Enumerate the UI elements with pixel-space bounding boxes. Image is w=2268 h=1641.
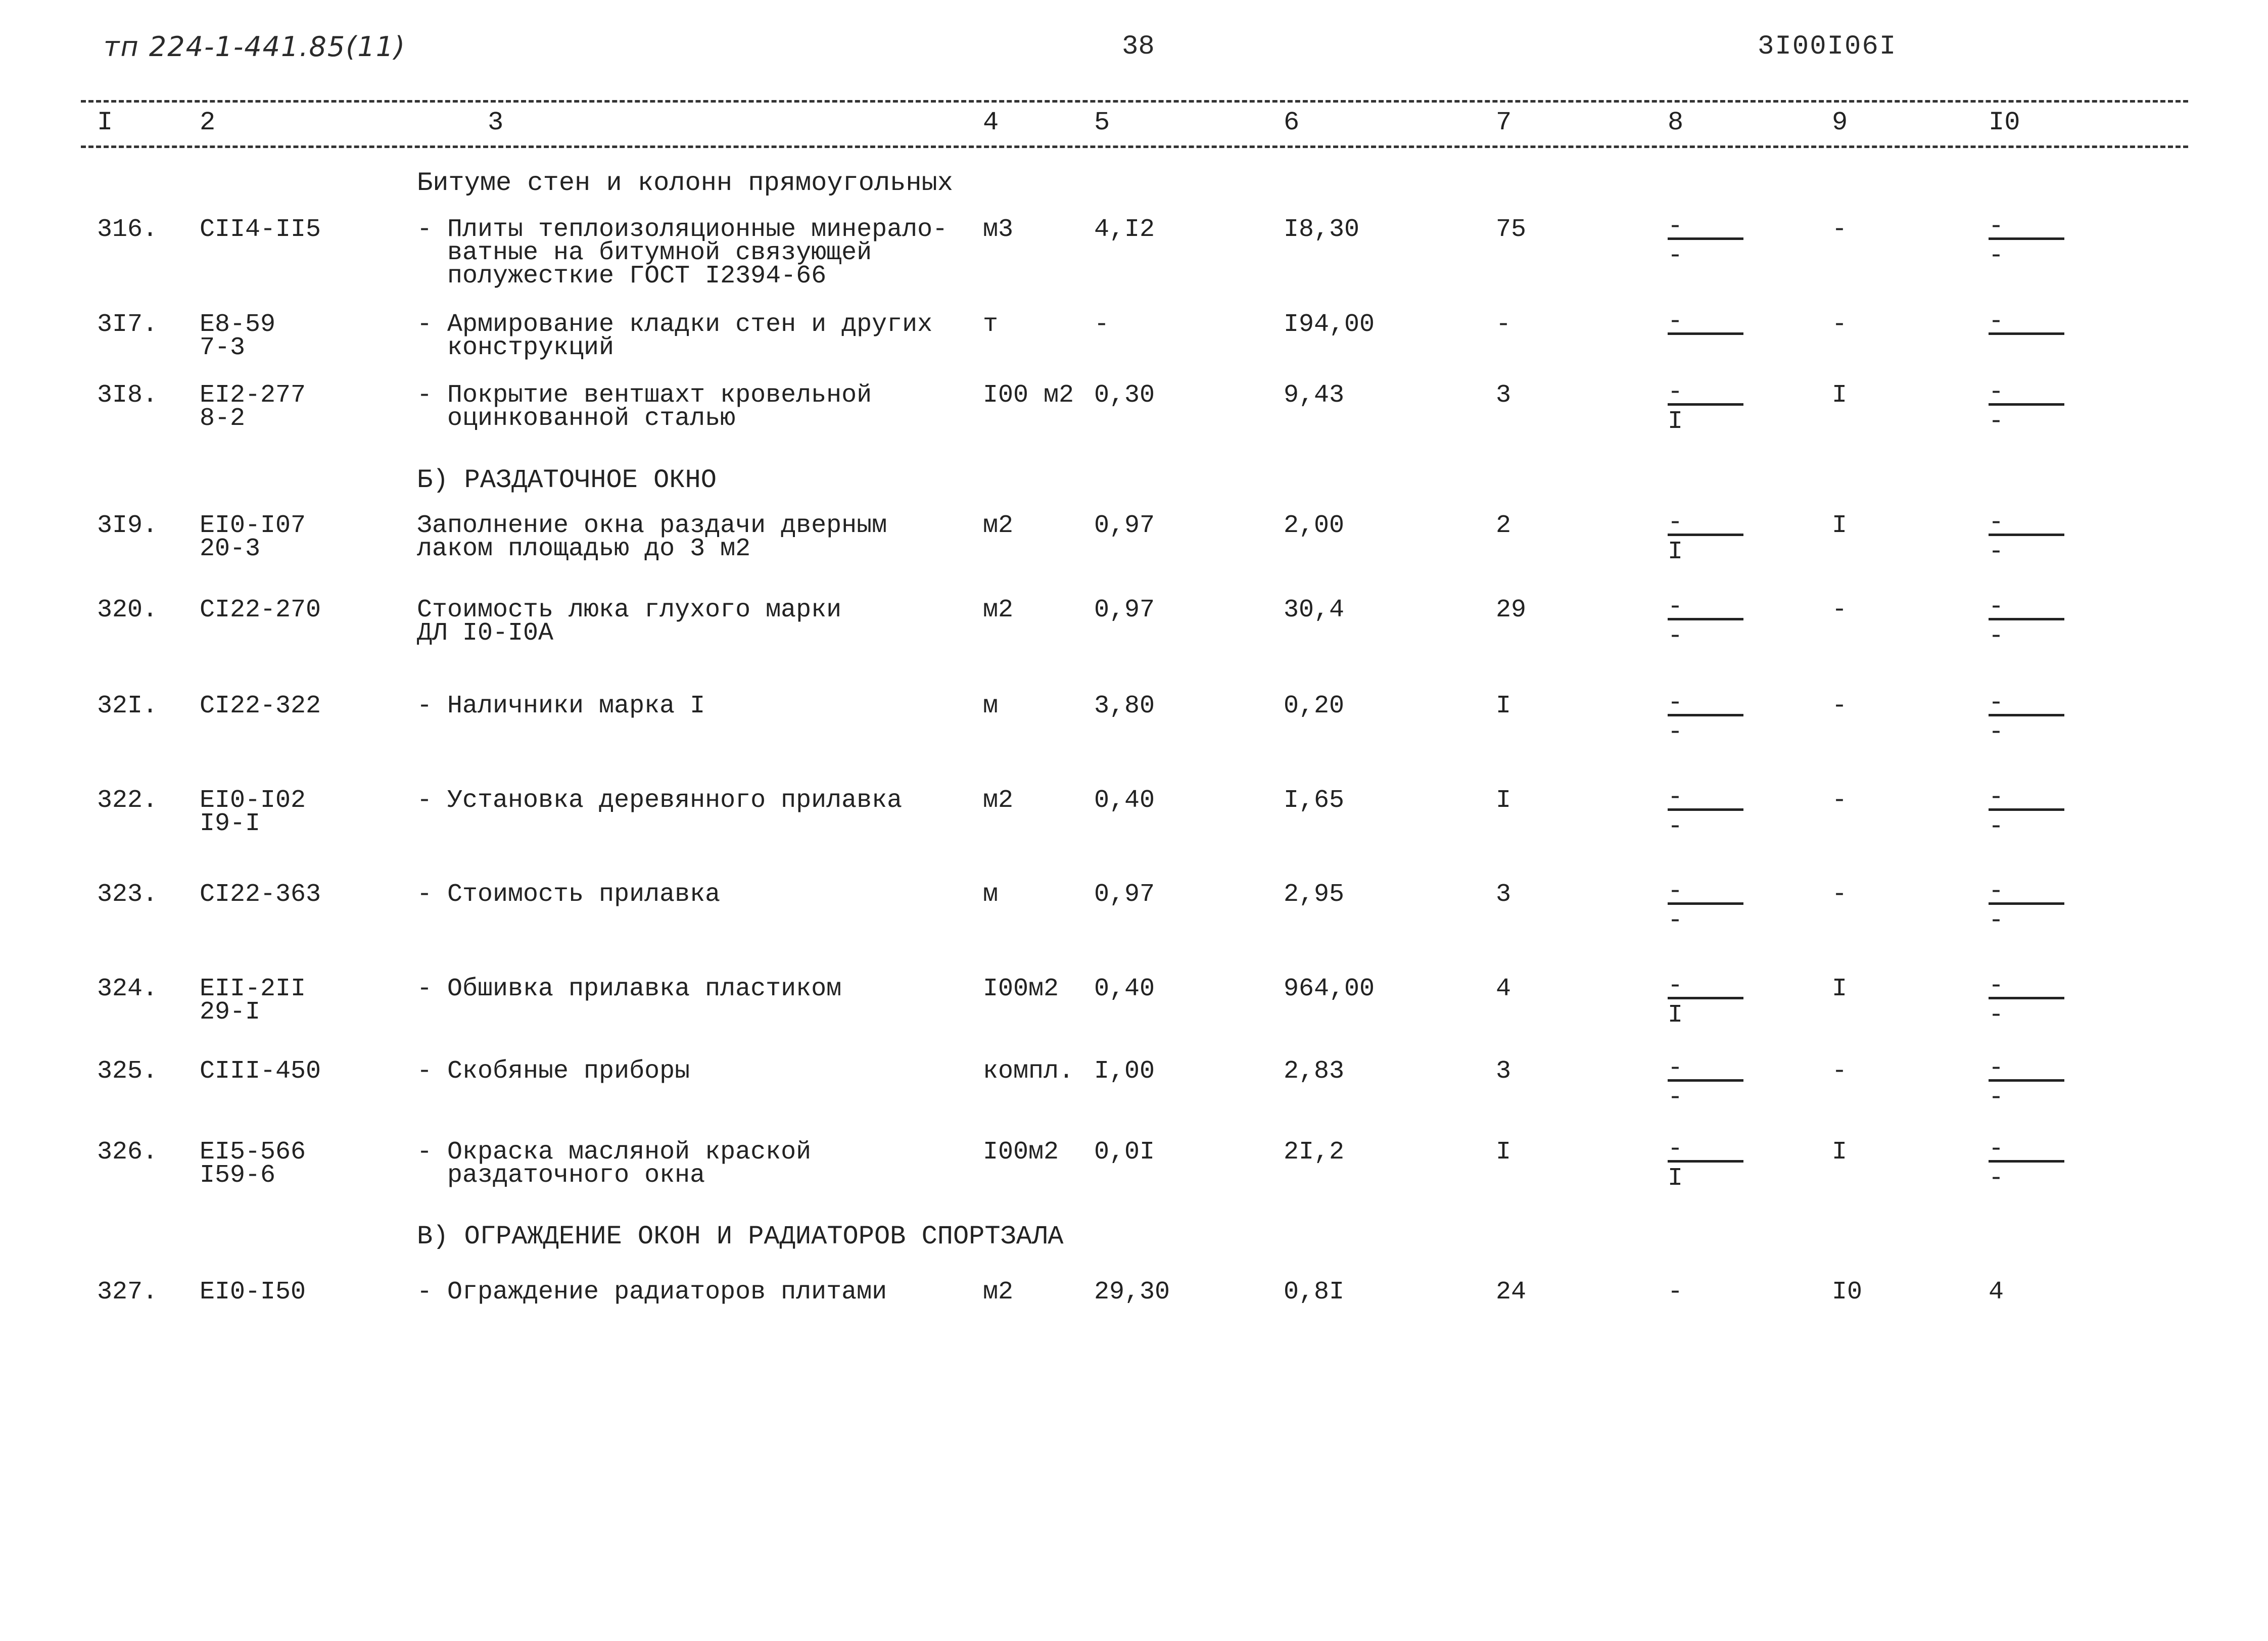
fraction-bottom: - (1668, 1083, 1683, 1112)
rate-code: CII4-II5 (200, 215, 321, 244)
unit-price: 0,20 (1284, 692, 1345, 720)
work-description: - Покрытие вентшахт кровельной оцинкованной сталью (417, 381, 872, 433)
column-7-value: 29 (1496, 596, 1527, 624)
column-8-fraction (1668, 1054, 1749, 1126)
column-9-value: - (1832, 692, 1848, 720)
fraction-bar (1989, 403, 2064, 406)
column-8-fraction (1668, 689, 1749, 760)
fraction-bottom: - (1989, 622, 2004, 651)
column-9-value: I (1832, 1138, 1848, 1167)
fraction-bar (1989, 237, 2064, 240)
page-number: 38 (1122, 31, 1155, 62)
fraction-top: - (1989, 783, 2004, 812)
fraction-bottom: - (1989, 906, 2004, 935)
unit-price: I8,30 (1284, 215, 1360, 244)
row-number: 324. (97, 975, 158, 1003)
column-number-4: 4 (983, 108, 999, 137)
column-number-7: 7 (1496, 108, 1512, 137)
fraction-bar (1668, 1079, 1743, 1082)
quantity: 4,I2 (1094, 215, 1155, 244)
fraction-bottom: - (1668, 242, 1683, 270)
quantity: 3,80 (1094, 692, 1155, 720)
row-number: 322. (97, 786, 158, 815)
column-7-value: - (1496, 310, 1511, 339)
rate-code: EI0-I07 20-3 (200, 511, 306, 563)
column-10-fraction (1989, 212, 2069, 284)
column-8-fraction (1668, 378, 1749, 450)
column-number-9: 9 (1832, 108, 1848, 137)
column-10-fraction (1989, 378, 2069, 450)
row-number: 316. (97, 215, 158, 244)
fraction-bottom: - (1668, 906, 1683, 935)
quantity: 0,0I (1094, 1138, 1155, 1167)
fraction-top: - (1668, 1054, 1683, 1083)
work-description: - Наличники марка I (417, 692, 705, 720)
section-heading-b: Б) РАЗДАТОЧНОЕ ОКНО (417, 465, 717, 495)
fraction-bottom: I (1668, 1001, 1683, 1030)
work-description: - Стоимость прилавка (417, 880, 721, 909)
fraction-bar (1668, 237, 1743, 240)
column-7-value: 2 (1496, 511, 1511, 540)
row-number: 327. (97, 1278, 158, 1307)
unit-price: 9,43 (1284, 381, 1345, 410)
rate-code: EI0-I02 I9-I (200, 786, 306, 838)
work-description: Стоимость люка глухого марки ДЛ I0-I0А (417, 596, 842, 648)
column-9-value: I (1832, 381, 1848, 410)
quantity: 0,97 (1094, 511, 1155, 540)
unit-price: 2,00 (1284, 511, 1345, 540)
unit-price: 30,4 (1284, 596, 1345, 624)
column-7-value: I (1496, 692, 1511, 720)
rate-code: EI2-277 8-2 (200, 381, 306, 433)
rate-code: EI5-566 I59-6 (200, 1138, 306, 1190)
unit-price: 964,00 (1284, 975, 1375, 1003)
fraction-bar (1668, 1160, 1743, 1163)
column-10-fraction (1989, 593, 2069, 664)
fraction-bar (1668, 808, 1743, 811)
fraction-bar (1989, 808, 2064, 811)
fraction-bar (1668, 403, 1743, 406)
fraction-bar (1989, 714, 2064, 716)
column-7-value: 3 (1496, 1057, 1511, 1086)
column-9-value: - (1832, 1057, 1848, 1086)
row-number: 326. (97, 1138, 158, 1167)
unit: м (983, 692, 999, 720)
column-8-fraction (1668, 212, 1749, 284)
fraction-top: - (1989, 972, 2004, 1000)
fraction-bar (1668, 618, 1743, 620)
column-number-10: I0 (1989, 108, 2020, 137)
column-9-value: - (1832, 786, 1848, 815)
section-heading-v: В) ОГРАЖДЕНИЕ ОКОН И РАДИАТОРОВ СПОРТЗАЛА (417, 1222, 1064, 1251)
fraction-bar (1989, 902, 2064, 905)
quantity: 0,97 (1094, 880, 1155, 909)
unit-price: 2,83 (1284, 1057, 1345, 1086)
unit: м2 (983, 1278, 1014, 1307)
quantity: - (1094, 310, 1110, 339)
fraction-bottom: - (1989, 1083, 2004, 1112)
column-9-value: I (1832, 975, 1848, 1003)
rate-code: CI22-322 (200, 692, 321, 720)
fraction-top: - (1668, 378, 1683, 407)
quantity: I,00 (1094, 1057, 1155, 1086)
fraction-bottom: I (1668, 1164, 1683, 1193)
column-7-value: 3 (1496, 381, 1511, 410)
work-description: - Установка деревянного прилавка (417, 786, 903, 815)
unit: т (983, 310, 999, 339)
column-10-fraction (1989, 307, 2069, 379)
fraction-bottom: - (1989, 538, 2004, 566)
column-10-fraction (1989, 877, 2069, 949)
work-description: - Окраска масляной краской раздаточного окна (417, 1138, 812, 1190)
fraction-top: - (1989, 508, 2004, 537)
column-8-fraction (1668, 508, 1749, 580)
column-7-value: I (1496, 786, 1511, 815)
unit: компл. (983, 1057, 1074, 1086)
fraction-top: - (1668, 783, 1683, 812)
unit: I00м2 (983, 1138, 1059, 1167)
column-10-fraction (1989, 508, 2069, 580)
row-number: 320. (97, 596, 158, 624)
column-10-fraction (1989, 689, 2069, 760)
unit-price: 2,95 (1284, 880, 1345, 909)
fraction-bar (1989, 1160, 2064, 1163)
fraction-bottom: - (1989, 718, 2004, 747)
fraction-top: - (1668, 877, 1683, 906)
work-description: Заполнение окна раздачи дверным лаком площадью до 3 м2 (417, 511, 887, 563)
work-description: - Обшивка прилавка пластиком (417, 975, 842, 1003)
fraction-bottom: - (1989, 1164, 2004, 1193)
column-number-6: 6 (1284, 108, 1300, 137)
fraction-bottom: - (1989, 812, 2004, 841)
row-number: 3I7. (97, 310, 158, 339)
column-7-value: 4 (1496, 975, 1511, 1003)
column-10-fraction (1989, 1054, 2069, 1126)
column-number-1: I (97, 108, 113, 137)
row-number: 32I. (97, 692, 158, 720)
section-heading-continuation: Битуме стен и колонн прямоугольных (417, 168, 953, 198)
fraction-bar (1668, 534, 1743, 536)
column-9-value: - (1832, 596, 1848, 624)
column-8-fraction (1668, 593, 1749, 664)
quantity: 0,97 (1094, 596, 1155, 624)
unit-price: I,65 (1284, 786, 1345, 815)
fraction-bar (1668, 714, 1743, 716)
unit: м2 (983, 786, 1014, 815)
unit: I00 м2 (983, 381, 1074, 410)
document-number: 3I00I06I (1758, 31, 1897, 62)
row-number: 3I9. (97, 511, 158, 540)
fraction-top: - (1668, 1135, 1683, 1164)
rate-code: CIII-450 (200, 1057, 321, 1086)
fraction-bottom: - (1668, 622, 1683, 651)
column-9-value: - (1832, 310, 1848, 339)
fraction-top: - (1989, 593, 2004, 621)
row-number: 3I8. (97, 381, 158, 410)
column-9-value: - (1832, 880, 1848, 909)
rate-code: EII-2II 29-I (200, 975, 306, 1027)
column-number-3: 3 (488, 108, 504, 137)
fraction-bottom: - (1668, 718, 1683, 747)
fraction-bar (1668, 332, 1743, 335)
rate-code: CI22-363 (200, 880, 321, 909)
rate-code: CI22-270 (200, 596, 321, 624)
quantity: 0,40 (1094, 975, 1155, 1003)
fraction-top: - (1989, 212, 2004, 241)
fraction-bottom: - (1668, 812, 1683, 841)
column-7-value: 24 (1496, 1278, 1527, 1307)
column-10-fraction (1989, 1135, 2069, 1206)
fraction-top: - (1989, 1054, 2004, 1083)
fraction-top: - (1989, 689, 2004, 717)
fraction-top: - (1668, 972, 1683, 1000)
fraction-top: - (1989, 307, 2004, 336)
fraction-bottom: - (1989, 242, 2004, 270)
column-9-value: I0 (1832, 1278, 1863, 1307)
fraction-bar (1989, 618, 2064, 620)
unit: м (983, 880, 999, 909)
fraction-bar (1668, 997, 1743, 999)
header-divider-bottom (81, 146, 2188, 148)
fraction-top: - (1989, 1135, 2004, 1164)
document-code: тп 224-1-441.85(11) (104, 31, 406, 63)
fraction-top: - (1668, 307, 1683, 336)
column-number-2: 2 (200, 108, 216, 137)
fraction-bottom: I (1668, 538, 1683, 566)
column-9-value: - (1832, 215, 1848, 244)
fraction-top: - (1668, 508, 1683, 537)
column-8-fraction (1668, 877, 1749, 949)
fraction-bar (1989, 332, 2064, 335)
column-8-fraction (1668, 972, 1749, 1043)
fraction-bottom: I (1668, 407, 1683, 436)
unit: I00м2 (983, 975, 1059, 1003)
fraction-top: - (1668, 593, 1683, 621)
unit: м2 (983, 596, 1014, 624)
column-10-fraction (1989, 972, 2069, 1043)
fraction-bottom: - (1989, 407, 2004, 436)
rate-code: EI0-I50 (200, 1278, 306, 1307)
work-description: - Армирование кладки стен и других конструкций (417, 310, 933, 362)
work-description: - Ограждение радиаторов плитами (417, 1278, 887, 1307)
quantity: 0,40 (1094, 786, 1155, 815)
column-7-value: 75 (1496, 215, 1527, 244)
unit-price: 2I,2 (1284, 1138, 1345, 1167)
column-8-fraction (1668, 1135, 1749, 1206)
fraction-bar (1989, 1079, 2064, 1082)
unit: м2 (983, 511, 1014, 540)
rate-code: E8-59 7-3 (200, 310, 276, 362)
unit-price: 0,8I (1284, 1278, 1345, 1307)
column-number-5: 5 (1094, 108, 1110, 137)
unit: м3 (983, 215, 1014, 244)
fraction-bar (1989, 997, 2064, 999)
unit-price: I94,00 (1284, 310, 1375, 339)
column-8-fraction (1668, 783, 1749, 855)
column-9-value: I (1832, 511, 1848, 540)
fraction-bar (1668, 902, 1743, 905)
fraction-top: - (1668, 212, 1683, 241)
column-10-value: 4 (1989, 1278, 2004, 1307)
fraction-top: - (1989, 378, 2004, 407)
fraction-top: - (1668, 689, 1683, 717)
fraction-bar (1989, 534, 2064, 536)
column-7-value: I (1496, 1138, 1511, 1167)
row-number: 325. (97, 1057, 158, 1086)
fraction-top: - (1989, 877, 2004, 906)
row-number: 323. (97, 880, 158, 909)
work-description: - Скобяные приборы (417, 1057, 690, 1086)
column-number-8: 8 (1668, 108, 1684, 137)
column-8-value: - (1668, 1278, 1683, 1307)
work-description: - Плиты теплоизоляционные минерало- ватные на битумной связующей полужесткие ГОСТ I2394-66 (417, 215, 948, 291)
fraction-bottom: - (1989, 1001, 2004, 1030)
column-8-fraction (1668, 307, 1749, 379)
column-7-value: 3 (1496, 880, 1511, 909)
quantity: 0,30 (1094, 381, 1155, 410)
column-10-fraction (1989, 783, 2069, 855)
header-divider-top (81, 100, 2188, 103)
quantity: 29,30 (1094, 1278, 1170, 1307)
